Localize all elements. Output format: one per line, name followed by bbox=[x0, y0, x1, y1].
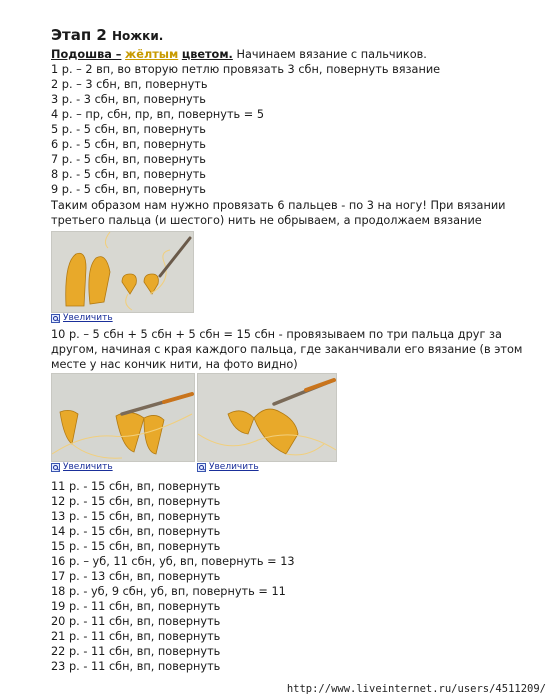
enlarge-link[interactable] bbox=[51, 313, 113, 323]
enlarge-label: Увеличить bbox=[63, 313, 113, 323]
row-line: 22 р. - 11 сбн, вп, повернуть bbox=[51, 645, 221, 658]
source-url: http://www.liveinternet.ru/users/4511209/ bbox=[286, 683, 546, 695]
paragraph-line: 10 р. – 5 сбн + 5 сбн + 5 сбн = 15 сбн - провязываем по три пальца друг за bbox=[51, 328, 502, 341]
row-line: 6 р. - 5 сбн, вп, повернуть bbox=[51, 138, 206, 151]
stage-title: Этап 2 bbox=[51, 26, 107, 44]
row-line: 7 р. - 5 сбн, вп, повернуть bbox=[51, 153, 206, 166]
enlarge-label: Увеличить bbox=[209, 462, 259, 472]
row-line: 19 р. - 11 сбн, вп, повернуть bbox=[51, 600, 221, 613]
photo-joining-right[interactable] bbox=[197, 373, 337, 462]
magnify-icon bbox=[197, 463, 206, 472]
row-line: 3 р. - 3 сбн, вп, повернуть bbox=[51, 93, 206, 106]
sole-color-word: жёлтым bbox=[125, 48, 179, 61]
row-line: 8 р. - 5 сбн, вп, повернуть bbox=[51, 168, 206, 181]
row-line: 17 р. - 13 сбн, вп, повернуть bbox=[51, 570, 221, 583]
magnify-icon bbox=[51, 314, 60, 323]
stage-heading bbox=[51, 25, 163, 44]
row-line: 21 р. - 11 сбн, вп, повернуть bbox=[51, 630, 221, 643]
enlarge-link[interactable] bbox=[197, 462, 259, 472]
row-line: 11 р. - 15 сбн, вп, повернуть bbox=[51, 480, 221, 493]
row-line: 14 р. - 15 сбн, вп, повернуть bbox=[51, 525, 221, 538]
row-line: 15 р. - 15 сбн, вп, повернуть bbox=[51, 540, 221, 553]
row-line: 13 р. - 15 сбн, вп, повернуть bbox=[51, 510, 221, 523]
sole-rest: Начинаем вязание с пальчиков. bbox=[232, 48, 427, 61]
photo-joining-left-image bbox=[52, 374, 194, 461]
row-line: 12 р. - 15 сбн, вп, повернуть bbox=[51, 495, 221, 508]
enlarge-link[interactable] bbox=[51, 462, 113, 472]
row-line: 1 р. – 2 вп, во вторую петлю провязать 3 сбн, повернуть вязание bbox=[51, 63, 441, 76]
photo-joining-right-image bbox=[198, 374, 336, 461]
row-line: 5 р. - 5 сбн, вп, повернуть bbox=[51, 123, 206, 136]
photo-joining-left[interactable] bbox=[51, 373, 195, 462]
row-line: 4 р. – пр, сбн, пр, вп, повернуть = 5 bbox=[51, 108, 265, 121]
photo-toes-image bbox=[52, 232, 193, 312]
paragraph-line: месте у нас кончик нити, на фото видно) bbox=[51, 358, 298, 371]
row-line: 9 р. - 5 сбн, вп, повернуть bbox=[51, 183, 206, 196]
row-line: 2 р. – 3 сбн, вп, повернуть bbox=[51, 78, 208, 91]
paragraph-line: другом, начиная с края каждого пальца, где заканчивали его вязание (в этом bbox=[51, 343, 523, 356]
stage-subtitle: Ножки. bbox=[111, 29, 164, 43]
row-line: 16 р. – уб, 11 сбн, уб, вп, повернуть = 13 bbox=[51, 555, 295, 568]
magnify-icon bbox=[51, 463, 60, 472]
row-line: 23 р. - 11 сбн, вп, повернуть bbox=[51, 660, 221, 673]
sole-color-suffix: цветом. bbox=[181, 48, 233, 61]
sole-line bbox=[51, 47, 427, 62]
row-line: 18 р. - уб, 9 сбн, уб, вп, повернуть = 11 bbox=[51, 585, 286, 598]
photo-toes[interactable] bbox=[51, 231, 194, 313]
enlarge-label: Увеличить bbox=[63, 462, 113, 472]
paragraph-line: третьего пальца (и шестого) нить не обрываем, а продолжаем вязание bbox=[51, 214, 482, 227]
sole-label: Подошва – bbox=[51, 48, 122, 61]
paragraph-line: Таким образом нам нужно провязать 6 пальцев - по 3 на ногу! При вязании bbox=[51, 199, 506, 212]
row-line: 20 р. - 11 сбн, вп, повернуть bbox=[51, 615, 221, 628]
